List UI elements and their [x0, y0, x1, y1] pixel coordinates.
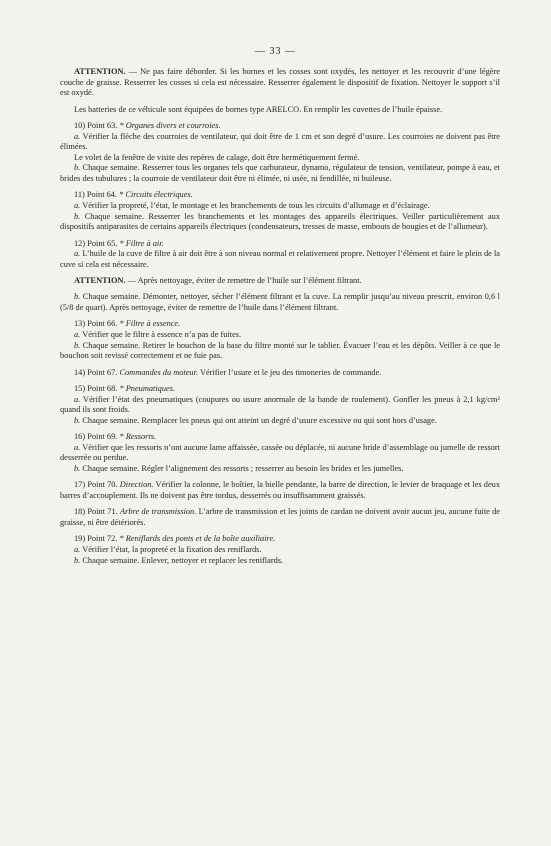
section-heading: [60, 432, 500, 443]
attention-label: ATTENTION.: [74, 276, 126, 286]
list-item-paragraph: [60, 292, 500, 313]
body-paragraph: [60, 507, 500, 528]
point-number: 14) Point 67.: [74, 367, 120, 377]
section-heading: [60, 239, 500, 250]
attention-label: ATTENTION.: [74, 67, 126, 76]
section-heading: [60, 384, 500, 395]
section-title: * Ressorts.: [119, 432, 157, 442]
section-title: Arbre de transmission.: [120, 507, 197, 517]
paragraph-text: Vérifier la colonne, le boîtier, la bielle pendante, la barre de direction, le levier de braquage et les deux barres d’accouplement. Ils ne doivent pas être tordus, desserrés ou insuffisamment graissés.: [60, 480, 500, 500]
point-number: 19) Point 72.: [74, 534, 120, 544]
point-number: 12) Point 65.: [74, 238, 120, 248]
section-heading: [60, 534, 500, 545]
section-title: Commandes du moteur.: [119, 367, 199, 377]
list-item-paragraph: [60, 201, 500, 212]
list-item-paragraph: [60, 416, 500, 427]
body-paragraph: [60, 480, 500, 501]
item-letter: b.: [74, 292, 81, 302]
point-number: 18) Point 71.: [74, 507, 120, 517]
point-number: 13) Point 66.: [74, 319, 120, 329]
item-letter: b.: [74, 340, 81, 350]
paragraph-text: Chaque semaine. Enlever, nettoyer et replacer les reniflards.: [80, 555, 284, 565]
section-title: * Filtre à air.: [119, 238, 164, 248]
paragraph-text: Vérifier la flèche des courroies de ventilateur, qui doit être de 1 cm et son degré d’usure. Les courroies ne doivent pas être élimées.: [60, 131, 500, 152]
body-paragraph: [60, 105, 500, 116]
item-letter: b.: [74, 555, 81, 565]
item-letter: a.: [74, 544, 81, 554]
paragraph-text: Chaque semaine. Régler l’alignement des ressorts ; resserrer au besoin les brides et les jumelles.: [80, 463, 404, 473]
section-title: * Reniflards des ponts et de la boîte auxiliaire.: [119, 534, 276, 544]
section-heading: [60, 319, 500, 330]
point-number: 11) Point 64.: [74, 190, 120, 200]
list-item-paragraph: [60, 163, 500, 184]
paragraph-text: Vérifier l’usure et le jeu des timoneries de commande.: [198, 367, 382, 377]
paragraph-text: Chaque semaine. Retirer le bouchon de la base du filtre monté sur le tablier. Évacuer l’eau et les dépôts. Veiller à ce que le bouchon soit revissé correctement et ne fuie pas.: [60, 340, 500, 361]
paragraph-text: — Après nettoyage, éviter de remettre de l’huile sur l’élément filtrant.: [125, 276, 362, 286]
list-item-paragraph: [60, 464, 500, 475]
section-heading: [60, 190, 500, 201]
section-title: * Pneumatiques.: [119, 384, 176, 394]
paragraph-text: Vérifier la propreté, l’état, le montage et les branchements de tous les circuits d’allumage et d’éclairage.: [80, 200, 430, 210]
paragraph-text: L’arbre de transmission et les joints de cardan ne doivent avoir aucun jeu, aucune fuite de graisse, ni être détériorés.: [60, 507, 500, 527]
paragraph-text: Chaque semaine. Remplacer les pneus qui ont atteint un degré d’usure excessive ou qui sont hors d’usage.: [80, 415, 437, 425]
page-content: [60, 67, 500, 566]
section-title: Direction.: [119, 480, 154, 490]
attention-paragraph: [60, 276, 500, 287]
paragraph-text: Chaque semaine. Resserrer tous les organes tels que carburateur, dynamo, régulateur de tension, ventilateur, pompe à eau, et brides des tubulures ; la courroie de ventilateur doit être ni élimée, ni usée, ni fendillée, ni huileuse.: [60, 163, 500, 183]
paragraph-text: Vérifier l’état, la propreté et la fixation des reniflards.: [80, 544, 262, 554]
point-number: 17) Point 70.: [74, 480, 120, 490]
page-number: — 33 —: [255, 46, 296, 57]
paragraph-text: Chaque semaine. Démonter, nettoyer, sécher l’élément filtrant et la cuve. La remplir jusqu’au niveau prescrit, environ 0,6 l (5/8 de quart). Après nettoyage, éviter de remettre de l’huile dans l’élément filtrant.: [60, 292, 500, 313]
point-number: 16) Point 69.: [74, 432, 120, 442]
section-heading: [60, 121, 500, 132]
item-letter: b.: [74, 463, 81, 473]
paragraph-text: Le volet de la fenêtre de visite des repères de calage, doit être hermétiquement fermé.: [74, 152, 360, 162]
item-letter: a.: [74, 249, 81, 259]
section-title: * Circuits électriques.: [119, 190, 193, 200]
item-letter: a.: [74, 394, 81, 404]
item-letter: b.: [74, 163, 81, 173]
list-item-paragraph: [60, 341, 500, 362]
item-letter: a.: [74, 200, 81, 210]
attention-paragraph: [60, 67, 500, 99]
item-letter: a.: [74, 131, 81, 141]
list-item-paragraph: [60, 249, 500, 270]
body-paragraph: [60, 153, 500, 164]
section-heading: [60, 368, 500, 379]
list-item-paragraph: [60, 330, 500, 341]
point-number: 10) Point 63.: [74, 120, 120, 130]
list-item-paragraph: [60, 395, 500, 416]
item-letter: a.: [74, 330, 81, 340]
list-item-paragraph: [60, 556, 500, 567]
list-item-paragraph: [60, 443, 500, 464]
section-title: * Organes divers et courroies.: [119, 120, 221, 130]
list-item-paragraph: [60, 545, 500, 556]
item-letter: a.: [74, 442, 81, 452]
point-number: 15) Point 68.: [74, 384, 120, 394]
section-title: * Filtre à essence.: [119, 319, 181, 329]
paragraph-text: Vérifier l’état des pneumatiques (coupures ou usure anormale de la bande de roulement). Gonfler les pneus à 2,1 kg/cm² quand ils sont froids.: [60, 394, 500, 415]
list-item-paragraph: [60, 212, 500, 233]
paragraph-text: Vérifier que le filtre à essence n’a pas de fuites.: [80, 330, 242, 340]
paragraph-text: Vérifier que les ressorts n’ont aucune lame affaissée, cassée ou déplacée, ni aucune bride d’assemblage ou jumelle de ressort desserrée ou perdue.: [60, 442, 500, 463]
list-item-paragraph: [60, 132, 500, 153]
paragraph-text: L’huile de la cuve de filtre à air doit être à son niveau normal et relativement propre. Nettoyer l’élément et faire le plein de la cuve si cela est nécessaire.: [60, 249, 500, 269]
item-letter: b.: [74, 415, 81, 425]
paragraph-text: Chaque semaine. Resserrer les branchements et les montages des appareils électriques. Veiller particulièrement aux dispositifs antiparasites de certains appareils électriques (condensateurs, tresses de masse, embouts de bougies et de l’allumeur).: [60, 211, 500, 232]
paragraph-text: — Ne pas faire déborder. Si les bornes et les cosses sont oxydés, les nettoyer et les recouvrir d’une légère couche de graisse. Resserrer les cosses si cela est nécessaire. Resserrer également le dispositif de fixation. Nettoyer le support s’il est oxydé.: [60, 67, 500, 98]
paragraph-text: Les batteries de ce véhicule sont équipées de bornes type ARELCO. En remplir les cuvettes de l’huile épaisse.: [74, 104, 443, 114]
item-letter: b.: [74, 211, 81, 221]
